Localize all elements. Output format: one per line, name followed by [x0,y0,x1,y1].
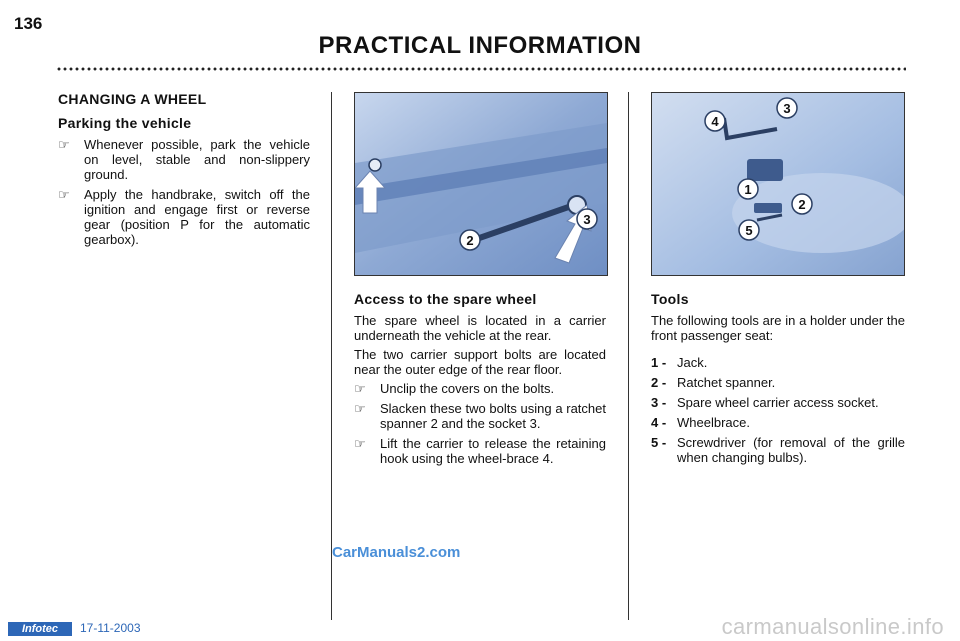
callout-5 [739,220,759,240]
list-item [354,436,606,466]
dotted-divider [56,66,906,72]
callout-2 [792,194,812,214]
list-item [651,395,905,410]
pointing-hand-icon: ☞ [354,436,366,451]
list-item [58,187,310,247]
pointing-hand-icon: ☞ [58,137,70,152]
pointing-hand-icon: ☞ [58,187,70,202]
tool-number: 1 - [651,355,667,370]
list-item [58,137,310,182]
pointing-hand-icon: ☞ [354,401,366,416]
tool-text: Jack. [677,355,708,370]
page-title: PRACTICAL INFORMATION [318,32,642,59]
bullet-text: Apply the handbrake, switch off the ignition and engage first or reverse gear (position P for the automatic gearbox). [84,187,310,247]
callout-3 [577,209,597,229]
tool-text: Ratchet spanner. [677,375,776,390]
list-item [354,381,606,396]
tool-number: 4 - [651,415,667,430]
column-divider [331,92,332,620]
page-number: 136 [14,14,43,33]
column-divider [628,92,629,620]
paragraph: The following tools are in a holder under the front passenger seat: [651,313,905,343]
callout-label: 5 [745,223,753,238]
spare-wheel-photo [354,92,608,276]
list-item [651,415,905,430]
subheading-access-spare-wheel: Access to the spare wheel [354,291,537,307]
callout-label: 3 [783,101,791,116]
bullet-text: Slacken these two bolts using a ratchet spanner 2 and the socket 3. [380,401,606,431]
pointing-hand-icon: ☞ [354,381,366,396]
list-item [651,355,905,370]
paragraph: The two carrier support bolts are located near the outer edge of the rear floor. [354,347,606,377]
footer-site-watermark: carmanualsonline.info [721,614,944,639]
bullet-text: Unclip the covers on the bolts. [380,381,555,396]
tool-number: 2 - [651,375,667,390]
subheading-parking: Parking the vehicle [58,115,192,131]
bullet-text: Lift the carrier to release the retaining hook using the wheel-brace 4. [380,436,606,466]
bullet-text: Whenever possible, park the vehicle on level, stable and non-slippery ground. [84,137,310,182]
column-spare-wheel [354,292,606,471]
callout-label: 4 [711,114,719,129]
tool-text: Spare wheel carrier access socket. [677,395,879,410]
tool-text: Screwdriver (for removal of the grille when changing bulbs). [677,435,905,465]
tool-number: 5 - [651,435,667,450]
callout-label: 1 [744,182,752,197]
paragraph: The spare wheel is located in a carrier underneath the vehicle at the rear. [354,313,606,343]
list-item [651,375,905,390]
subheading-tools: Tools [651,291,689,307]
callout-label: 2 [798,197,806,212]
callout-label: 2 [466,233,474,248]
callout-2 [460,230,480,250]
list-item [651,435,905,465]
callout-1 [738,179,758,199]
callout-4 [705,111,725,131]
tools-photo [651,92,905,276]
column-tools [651,292,905,470]
callout-3 [777,98,797,118]
callout-label: 3 [583,212,591,227]
list-item [354,401,606,431]
section-heading-changing-wheel: CHANGING A WHEEL [58,91,207,107]
watermark-link[interactable]: CarManuals2.com [332,544,461,561]
tool-text: Wheelbrace. [677,415,750,430]
footer-date: 17-11-2003 [80,621,141,635]
brand-logo: Infotec [8,622,72,636]
tool-number: 3 - [651,395,667,410]
column-parking [58,92,310,252]
